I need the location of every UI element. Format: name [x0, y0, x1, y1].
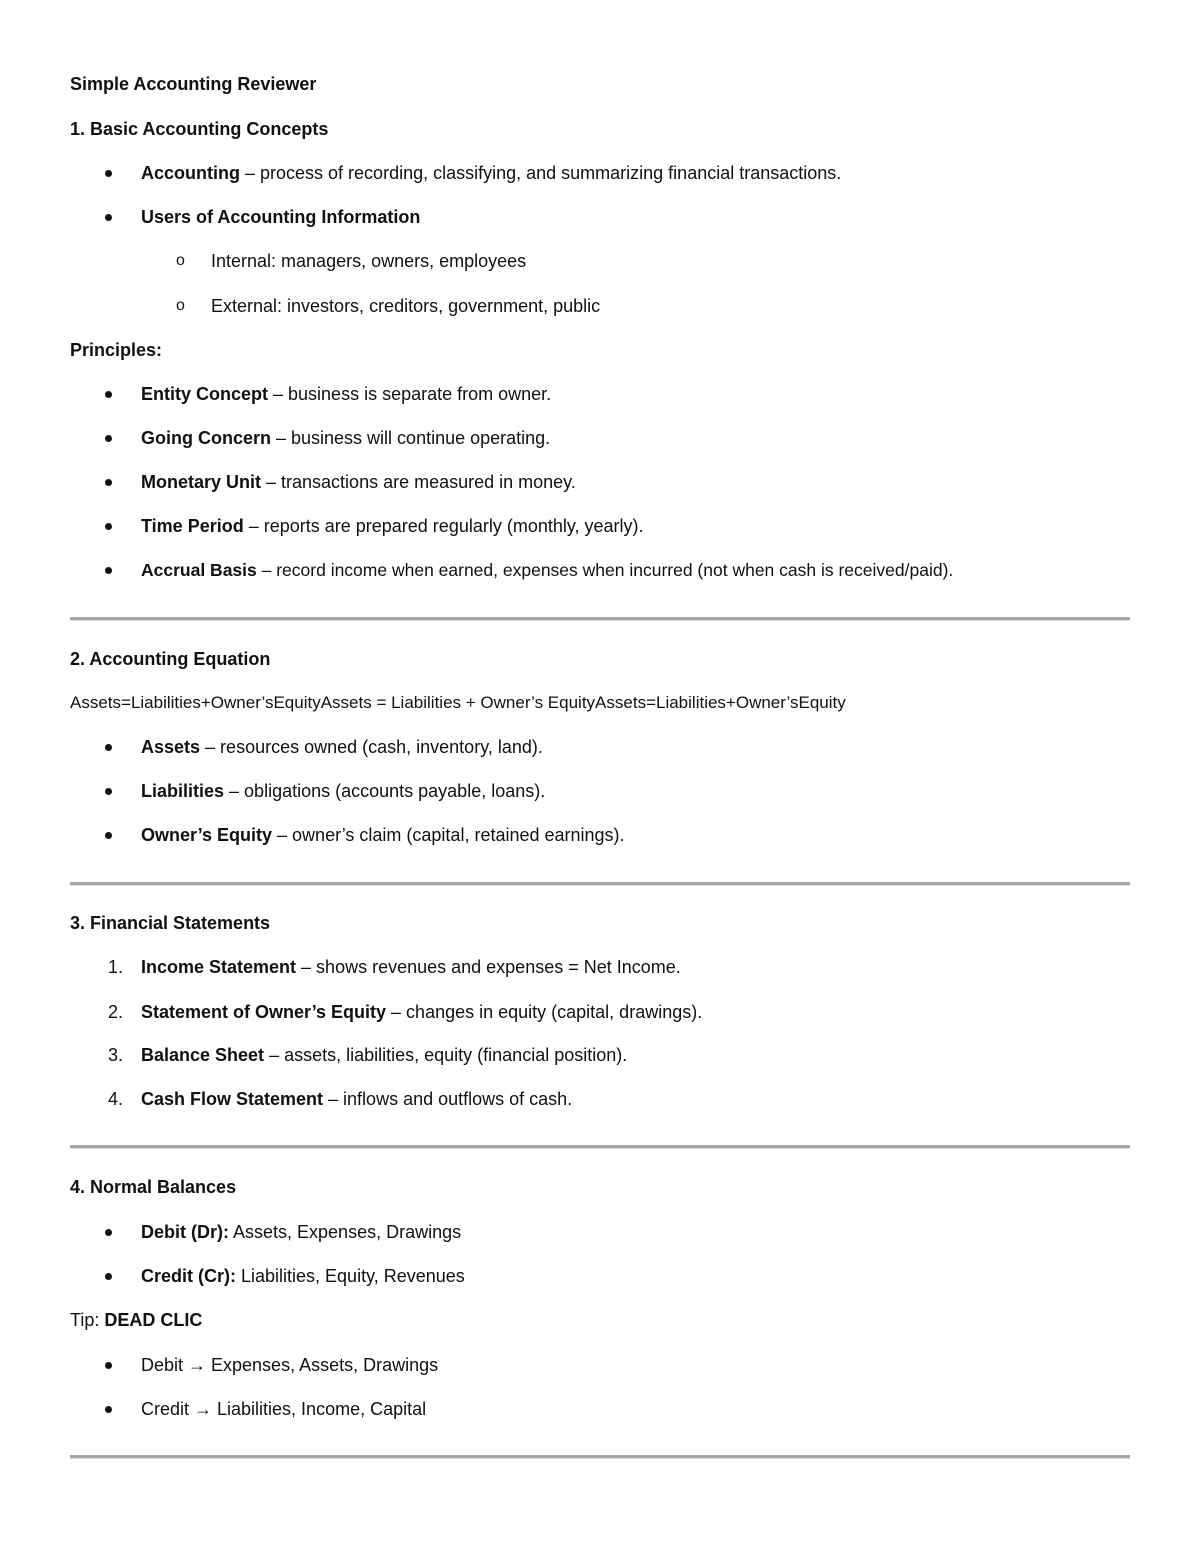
term: Assets — [141, 737, 201, 757]
term: Debit (Dr): — [141, 1222, 229, 1242]
list-item — [141, 1001, 702, 1023]
section-3-heading: 3. Financial Statements — [70, 913, 271, 933]
list-item: Credit → Liabilities, Income, Capital — [141, 1399, 427, 1419]
list-item — [141, 956, 681, 978]
tip-value: DEAD CLIC — [104, 1310, 203, 1330]
list-item — [141, 471, 576, 493]
bullet-icon — [105, 1362, 112, 1369]
bullet-icon — [105, 391, 112, 398]
bullet-icon — [105, 832, 112, 839]
definition: – changes in equity (capital, drawings). — [386, 1002, 703, 1022]
list-item — [141, 1221, 461, 1243]
list-item — [141, 736, 543, 758]
term: Time Period — [141, 516, 244, 536]
section-2-heading: 2. Accounting Equation — [70, 649, 271, 669]
definition: – obligations (accounts payable, loans). — [224, 781, 546, 801]
tip-label: Tip: — [70, 1310, 105, 1330]
term: Balance Sheet — [141, 1045, 265, 1065]
list-item — [141, 1044, 627, 1066]
definition: – owner’s claim (capital, retained earnings). — [272, 825, 625, 845]
horizontal-divider — [70, 1145, 1130, 1149]
list-item: Users of Accounting Information — [141, 207, 421, 227]
definition: – business is separate from owner. — [268, 384, 552, 404]
bullet-icon — [105, 744, 112, 751]
term: Entity Concept — [141, 384, 269, 404]
bullet-icon — [105, 788, 112, 795]
list-item — [141, 162, 841, 184]
list-item — [141, 559, 953, 581]
list-item — [141, 383, 551, 405]
definition: – transactions are measured in money. — [261, 472, 576, 492]
tip-line — [70, 1309, 202, 1331]
list-number: 1. — [107, 957, 123, 977]
definition: – business will continue operating. — [271, 428, 551, 448]
bullet-icon — [105, 170, 112, 177]
term: Liabilities — [141, 781, 225, 801]
horizontal-divider — [70, 1455, 1130, 1459]
definition: – resources owned (cash, inventory, land). — [200, 737, 543, 757]
bullet-icon — [105, 214, 112, 221]
list-item — [141, 780, 545, 802]
bullet-icon — [105, 523, 112, 530]
circle-bullet-icon: o — [176, 297, 185, 314]
list-number: 4. — [107, 1089, 123, 1109]
term: Accrual Basis — [141, 560, 257, 580]
definition: Liabilities, Equity, Revenues — [236, 1266, 465, 1286]
page-title: Simple Accounting Reviewer — [70, 74, 317, 94]
list-item — [141, 515, 644, 537]
definition: – shows revenues and expenses = Net Income. — [296, 957, 681, 977]
list-item: Debit → Expenses, Assets, Drawings — [141, 1355, 439, 1375]
definition: – process of recording, classifying, and summarizing financial transactions. — [240, 163, 842, 183]
list-number: 2. — [107, 1002, 123, 1022]
bullet-icon — [105, 1406, 112, 1413]
definition: Assets, Expenses, Drawings — [229, 1222, 462, 1242]
term: Accounting — [141, 163, 240, 183]
term: Owner’s Equity — [141, 825, 273, 845]
bullet-icon — [105, 479, 112, 486]
principles-heading: Principles: — [70, 340, 163, 360]
sub-list-item: Internal: managers, owners, employees — [211, 251, 527, 271]
term: Income Statement — [141, 957, 297, 977]
bullet-icon — [105, 1273, 112, 1280]
list-item — [141, 824, 625, 846]
equation-text: Assets=Liabilities+Owner’sEquityAssets = Liabilities + Owner’s EquityAssets=Liabilities+Owner’sEquity — [70, 693, 846, 712]
definition: – inflows and outflows of cash. — [323, 1089, 573, 1109]
term: Statement of Owner’s Equity — [141, 1002, 387, 1022]
bullet-icon — [105, 435, 112, 442]
list-item — [141, 1265, 465, 1287]
bullet-icon — [105, 1229, 112, 1236]
section-1-heading: 1. Basic Accounting Concepts — [70, 119, 329, 139]
sub-list-item: External: investors, creditors, government, public — [211, 296, 601, 316]
term: Credit (Cr): — [141, 1266, 236, 1286]
bullet-icon — [105, 567, 112, 574]
definition: – record income when earned, expenses when incurred (not when cash is received/paid). — [256, 560, 954, 580]
section-4-heading: 4. Normal Balances — [70, 1177, 237, 1197]
list-number: 3. — [107, 1045, 123, 1065]
definition: – assets, liabilities, equity (financial position). — [264, 1045, 628, 1065]
horizontal-divider — [70, 617, 1130, 621]
horizontal-divider — [70, 882, 1130, 886]
list-item — [141, 427, 550, 449]
term: Going Concern — [141, 428, 271, 448]
term: Monetary Unit — [141, 472, 262, 492]
circle-bullet-icon: o — [176, 252, 185, 269]
list-item — [141, 1088, 572, 1110]
term: Cash Flow Statement — [141, 1089, 324, 1109]
definition: – reports are prepared regularly (monthly, yearly). — [243, 516, 644, 536]
